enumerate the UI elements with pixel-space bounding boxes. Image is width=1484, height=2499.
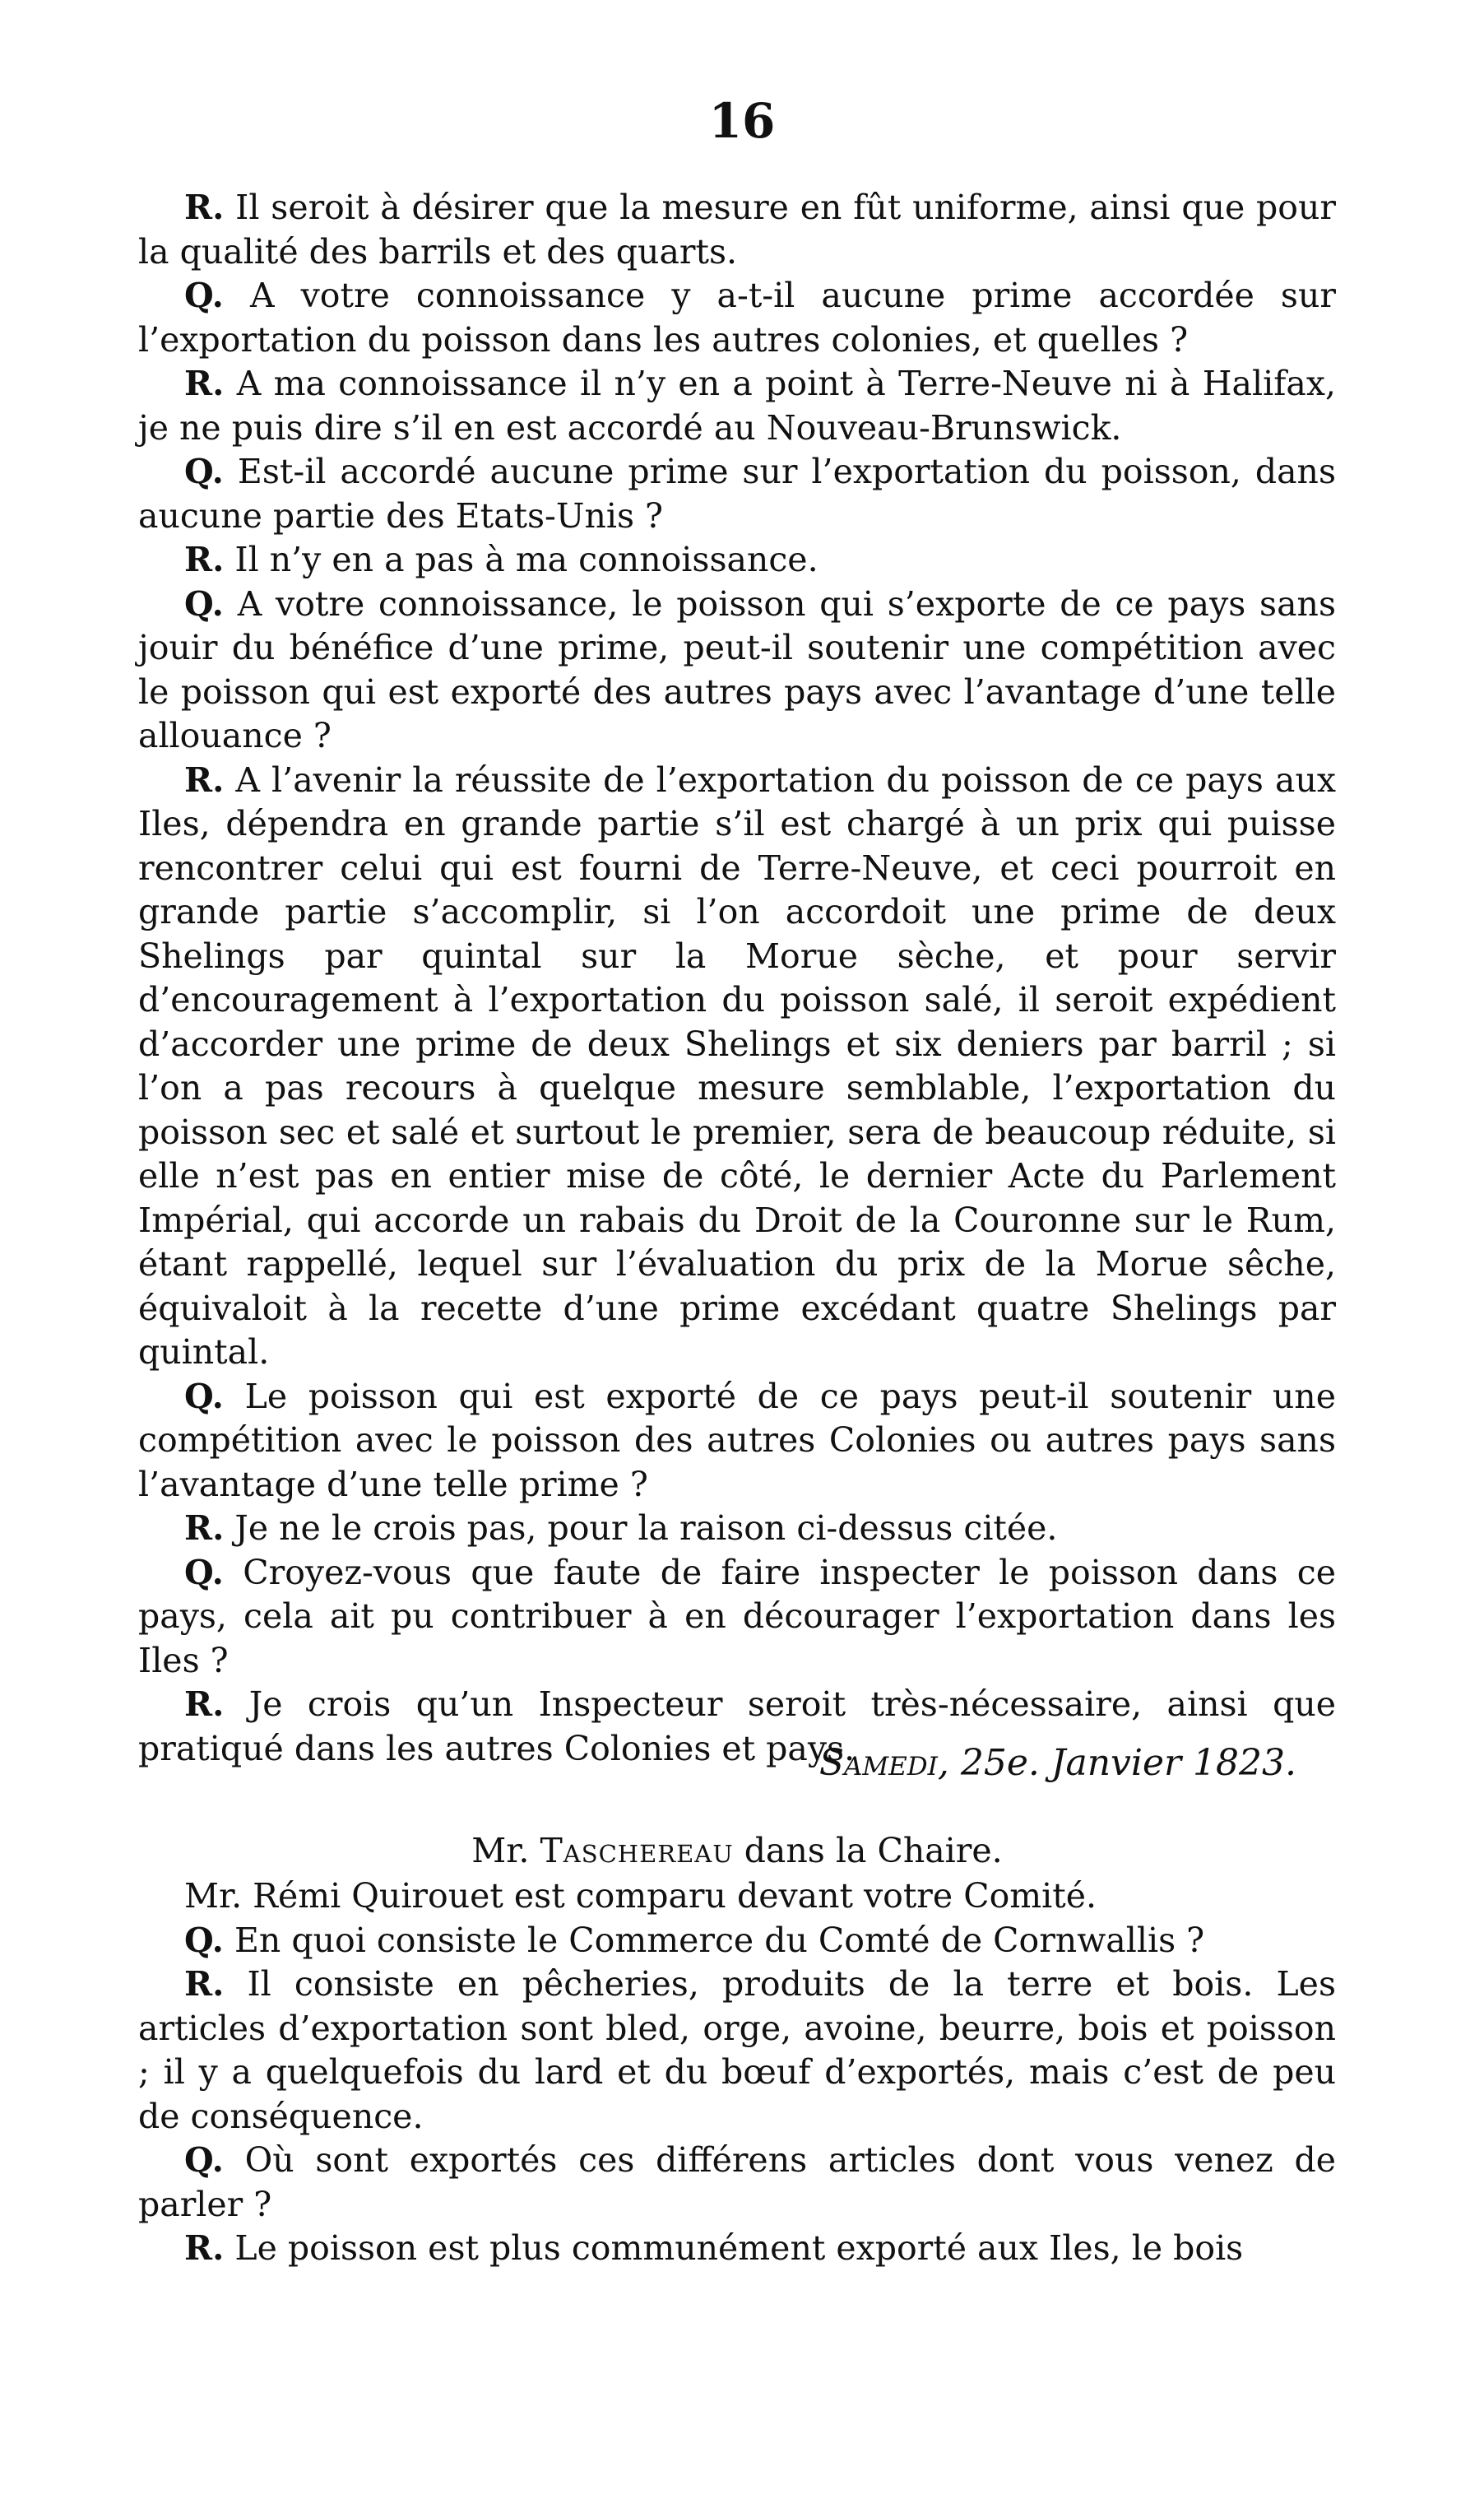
speaker-label: R. bbox=[184, 1508, 225, 1548]
paragraph-text: Mr. Rémi Quirouet est comparu devant votre Comité. bbox=[184, 1876, 1097, 1916]
speaker-label: R. bbox=[184, 364, 225, 403]
paragraph-text: En quoi consiste le Commerce du Comté de Cornwallis ? bbox=[234, 1920, 1205, 1960]
page-number: 16 bbox=[708, 93, 776, 149]
intro-paragraph bbox=[138, 1874, 1336, 1919]
paragraph-text: A ma connoissance il n’y en a point à Terre-Neuve ni à Halifax, je ne puis dire s’il en est accordé au Nouveau-Brunswick. bbox=[138, 364, 1336, 448]
question-paragraph bbox=[138, 450, 1336, 538]
speaker-label: R. bbox=[184, 540, 225, 579]
paragraph-text: A l’avenir la réussite de l’exportation du poisson de ce pays aux Iles, dépendra en grande partie s’il est chargé à un prix qui puisse rencontrer celui qui est fourni de Terre-Neuve, et ceci pourroit en grande partie s’accomplir, si l’on accordoit une prime de deux Shelings par quintal sur la Morue sèche, et pour servir d’encouragement à l’exportation du poisson salé, il seroit expédient d’accorder une prime de deux Shelings et six deniers par barril ; si l’on a pas recours à quelque mesure semblable, l’exportation du poisson sec et salé et surtout le premier, sera de beaucoup réduite, si elle n’est pas en entier mise de côté, le dernier Acte du Parlement Impérial, qui accorde un rabais du Droit de la Couronne sur le Rum, étant rappellé, lequel sur l’évaluation du prix de la Morue sêche, équivaloit à la recette d’une prime excédant quatre Shelings par quintal. bbox=[138, 759, 1336, 1372]
speaker-label: Q. bbox=[184, 1376, 224, 1416]
question-paragraph bbox=[138, 1375, 1336, 1507]
speaker-label: R. bbox=[184, 2228, 225, 2268]
speaker-label: R. bbox=[184, 1964, 225, 2004]
speaker-label: Q. bbox=[184, 1552, 224, 1592]
speaker-label: R. bbox=[184, 188, 225, 227]
paragraph-text: Croyez-vous que faute de faire inspecter le poisson dans ce pays, cela ait pu contribuer à en décourager l’exportation dans les Iles ? bbox=[138, 1552, 1336, 1680]
paragraph-text: Il n’y en a pas à ma connoissance. bbox=[234, 540, 819, 579]
date-rest: , 25e. Janvier 1823. bbox=[937, 1742, 1296, 1784]
speaker-label: Q. bbox=[184, 2140, 224, 2180]
chair-prefix: Mr. bbox=[471, 1831, 540, 1870]
date-day: Samedi bbox=[819, 1742, 938, 1784]
question-paragraph bbox=[138, 1919, 1336, 1963]
paragraph-text: Le poisson qui est exporté de ce pays peut-il soutenir une compétition avec le poisson des autres Colonies ou autres pays sans l’avantage d’une telle prime ? bbox=[138, 1376, 1336, 1504]
question-paragraph bbox=[138, 2139, 1336, 2227]
testimony-section-2 bbox=[138, 1874, 1336, 2271]
paragraph-text: Il seroit à désirer que la mesure en fût uniforme, ainsi que pour la qualité des barrils et des quarts. bbox=[138, 188, 1336, 272]
testimony-section-1 bbox=[138, 186, 1336, 1771]
answer-paragraph bbox=[138, 759, 1336, 1375]
paragraph-text: A votre connoissance y a-t-il aucune prime accordée sur l’exportation du poisson dans les autres colonies, et quelles ? bbox=[138, 276, 1336, 360]
paragraph-text: Je crois qu’un Inspecteur seroit très-nécessaire, ainsi que pratiqué dans les autres Colonies et pays. bbox=[138, 1684, 1336, 1768]
question-paragraph bbox=[138, 274, 1336, 362]
speaker-label: Q. bbox=[184, 1920, 224, 1960]
paragraph-text: A votre connoissance, le poisson qui s’exporte de ce pays sans jouir du bénéfice d’une prime, peut-il soutenir une compétition avec le poisson qui est exporté des autres pays avec l’avantage d’une telle allouance ? bbox=[138, 583, 1336, 755]
speaker-label: R. bbox=[184, 1684, 225, 1724]
question-paragraph bbox=[138, 583, 1336, 759]
answer-paragraph bbox=[138, 538, 1336, 583]
answer-paragraph bbox=[138, 1507, 1336, 1551]
question-paragraph bbox=[138, 1551, 1336, 1684]
paragraph-text: Le poisson est plus communément exporté aux Iles, le bois bbox=[234, 2228, 1244, 2268]
speaker-label: Q. bbox=[184, 452, 224, 491]
answer-paragraph bbox=[138, 1963, 1336, 2139]
chair-suffix: dans la Chaire. bbox=[733, 1831, 1003, 1870]
speaker-label: Q. bbox=[184, 583, 224, 624]
paragraph-text: Il consiste en pêcheries, produits de la terre et bois. Les articles d’exportation sont bled, orge, avoine, beurre, bois et poisson ; il y a quelquefois du lard et du bœuf d’exportés, mais c’est de peu de conséquence. bbox=[138, 1964, 1336, 2136]
paragraph-text: Est-il accordé aucune prime sur l’exportation du poisson, dans aucune partie des Etats-Unis ? bbox=[138, 452, 1336, 536]
answer-paragraph bbox=[138, 2227, 1336, 2271]
session-date bbox=[138, 1741, 1336, 1785]
chair-name: Taschereau bbox=[540, 1831, 734, 1870]
answer-paragraph bbox=[138, 362, 1336, 450]
chair-line bbox=[138, 1829, 1336, 1873]
paragraph-text: Je ne le crois pas, pour la raison ci-dessus citée. bbox=[234, 1508, 1058, 1548]
speaker-label: Q. bbox=[184, 276, 224, 315]
speaker-label: R. bbox=[184, 759, 225, 800]
paragraph-text: Où sont exportés ces différens articles dont vous venez de parler ? bbox=[138, 2140, 1336, 2224]
answer-paragraph bbox=[138, 186, 1336, 274]
